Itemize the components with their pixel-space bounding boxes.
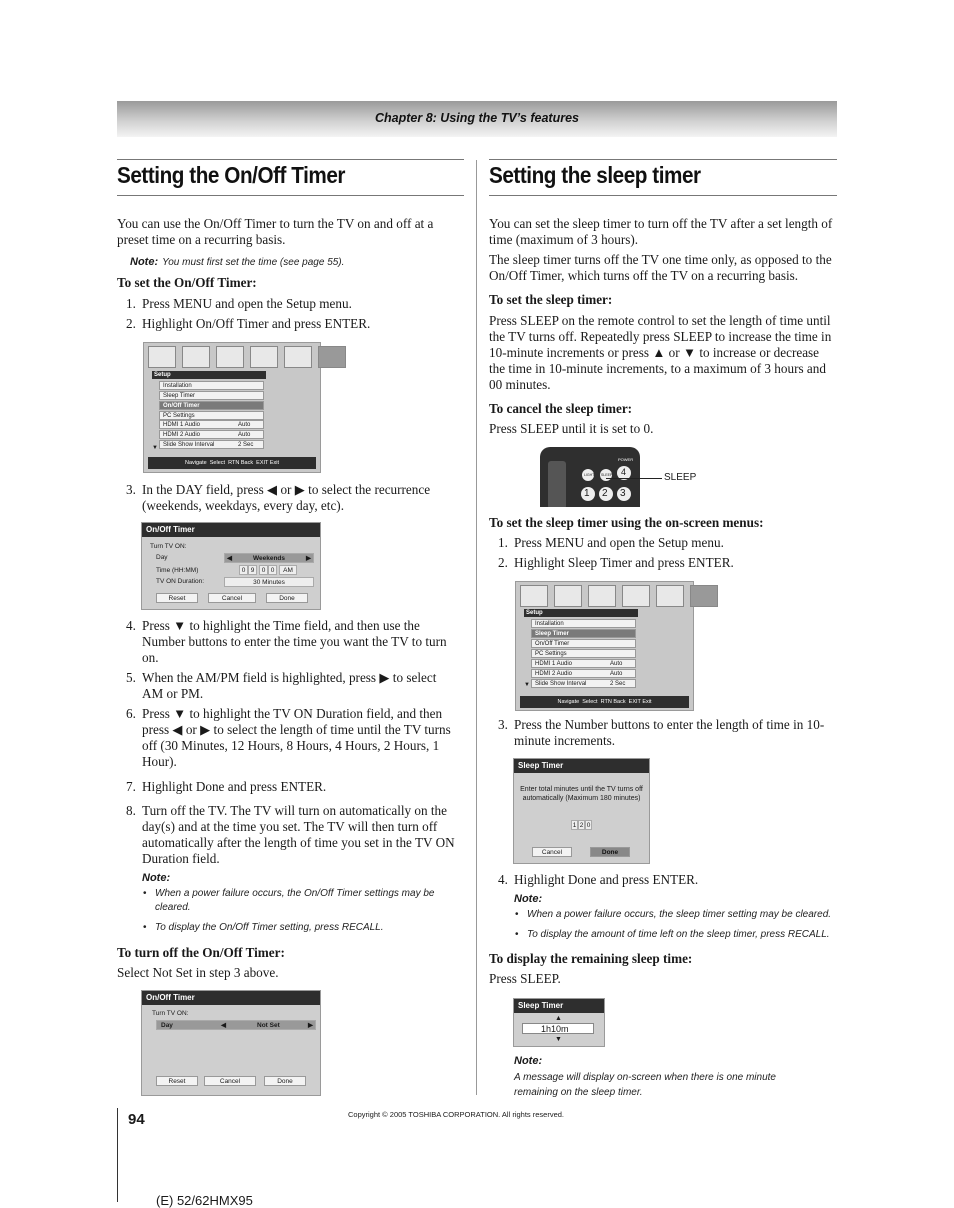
menu-item[interactable]: Sleep Timer [159, 391, 264, 400]
picture-icon [148, 346, 176, 368]
onoff-intro: You can use the On/Off Timer to turn the TV on and off at a preset time on a recurring basis. [117, 216, 434, 247]
note-label: Note: [514, 893, 543, 905]
cancel-button[interactable]: Cancel [532, 847, 572, 857]
note-bullet: • To display the On/Off Timer setting, press RECALL. [155, 921, 445, 935]
sleep-intro-1: You can set the sleep timer to turn off the TV after a set length of time (maximum of 3 hours). [489, 216, 833, 247]
sleep-menus-heading: To set the sleep timer using the on-screen menus: [489, 515, 764, 530]
done-button[interactable]: Done [590, 847, 630, 857]
menu-item[interactable]: PC Settings [531, 649, 636, 658]
sleep-set-heading: To set the sleep timer: [489, 292, 613, 307]
power-label: POWER [618, 457, 634, 462]
remote-number: 4 [621, 467, 627, 477]
remote-number: 3 [620, 488, 626, 499]
sleep-intro-2: The sleep timer turns off the TV one time only, as opposed to the On/Off Timer, which turns off the TV on a recurring basis. [489, 252, 832, 283]
menu-footer: Navigate Select RTN Back EXIT Exit [520, 696, 689, 708]
lock-icon [284, 346, 312, 368]
cancel-button[interactable]: Cancel [208, 593, 256, 603]
remote-number: 1 [584, 488, 590, 499]
sleep-cancel-heading: To cancel the sleep timer: [489, 401, 633, 416]
day-field[interactable]: Day ◀ Not Set ▶ [156, 1020, 316, 1030]
remote-illustration [540, 447, 640, 507]
menu-icon-bar [148, 346, 346, 370]
scroll-down-icon: ▼ [152, 445, 158, 451]
audio-icon [588, 585, 616, 607]
onoff-note [130, 252, 344, 270]
divider [489, 159, 837, 160]
onoff-timer-screen [141, 522, 321, 610]
sleep-remaining-box [513, 998, 605, 1047]
onoff-set-heading: To set the On/Off Timer: [117, 275, 257, 290]
note-label: Note: [142, 872, 171, 884]
up-arrow-icon: ▲ [555, 1014, 562, 1022]
preferences-icon [622, 585, 650, 607]
section-title-onoff: Setting the On/Off Timer [117, 162, 346, 188]
section-title-sleep: Setting the sleep timer [489, 162, 701, 188]
sleep-display-heading: To display the remaining sleep time: [489, 951, 693, 966]
copyright: Copyright © 2005 TOSHIBA CORPORATION. All rights reserved. [348, 1110, 565, 1119]
reset-button[interactable]: Reset [156, 1076, 198, 1086]
menu-item[interactable]: Installation [159, 381, 264, 390]
day-field[interactable]: ◀ Weekends ▶ [224, 553, 314, 563]
note-label: Note: [130, 256, 159, 268]
menu-icon-bar [520, 585, 718, 609]
menu-item[interactable]: PC Settings [159, 411, 264, 420]
page-number: 94 [128, 1111, 145, 1128]
sleep-cancel-text: Press SLEEP until it is set to 0. [489, 421, 654, 436]
chapter-title: Chapter 8: Using the TV’s features [375, 111, 579, 125]
done-button[interactable]: Done [264, 1076, 306, 1086]
setup-menu-screen [143, 342, 321, 473]
picture-icon [520, 585, 548, 607]
sleep-digit[interactable]: 1 [572, 822, 577, 829]
note-bullet: • When a power failure occurs, the On/Off Timer settings may be cleared. [155, 887, 445, 915]
scroll-down-icon: ▼ [524, 682, 530, 688]
chapter-header [117, 101, 837, 137]
setup-tab: Setup [152, 371, 266, 379]
setup-menu-screen [515, 581, 694, 711]
divider [117, 195, 464, 196]
done-button[interactable]: Done [266, 593, 308, 603]
time-digit[interactable]: 0 [239, 565, 248, 575]
turn-off-heading: To turn off the On/Off Timer: [117, 945, 285, 960]
time-digit[interactable]: 0 [268, 565, 277, 575]
sleep-timer-screen [513, 758, 650, 864]
note-bullet: • To display the amount of time left on the sleep timer, press RECALL. [527, 928, 837, 942]
menu-item[interactable]: Slide Show Interval 2 Sec [531, 679, 636, 688]
ampm-field[interactable]: AM [279, 565, 297, 575]
note-label: Note: [514, 1055, 543, 1067]
note-text: You must first set the time (see page 55). [162, 257, 345, 268]
onoff-timer-screen-notset [141, 990, 321, 1096]
setup-icon [318, 346, 346, 368]
menu-item-selected[interactable]: Sleep Timer [531, 629, 636, 638]
reset-button[interactable]: Reset [156, 593, 198, 603]
sleep-set-text: Press SLEEP on the remote control to set the length of time until the TV turns off. Repeatedly press SLEEP to increase the time in 10-minute increments or press ▲ or ▼ to increase or decrease the time in 10-minute increments, to a maximum of 3 hours and 00 minutes. [489, 313, 832, 392]
setup-tab: Setup [524, 609, 638, 617]
sleep-callout: SLEEP [664, 472, 697, 483]
lock-icon [656, 585, 684, 607]
time-digit[interactable]: 9 [248, 565, 257, 575]
screen-title: On/Off Timer [142, 991, 320, 1005]
margin-rule [117, 1108, 118, 1202]
cancel-button[interactable]: Cancel [204, 1076, 256, 1086]
day-label: Day [156, 554, 168, 561]
preferences-icon [250, 346, 278, 368]
divider [117, 159, 464, 160]
menu-item[interactable]: HDMI 2 Audio Auto [531, 669, 636, 678]
menu-item[interactable]: HDMI 1 Audio Auto [159, 420, 264, 429]
divider [489, 195, 837, 196]
menu-item[interactable]: On/Off Timer [531, 639, 636, 648]
audio-icon [216, 346, 244, 368]
down-arrow-icon: ▼ [555, 1035, 562, 1043]
sleep-digit[interactable]: 0 [586, 822, 591, 829]
note-bullet: • When a power failure occurs, the sleep timer setting may be cleared. [527, 908, 837, 922]
sleep-display-text: Press SLEEP. [489, 971, 561, 986]
sleep-message: Enter total minutes until the TV turns off automatically (Maximum 180 minutes) [520, 786, 643, 802]
turn-on-label: Turn TV ON: [152, 1010, 189, 1017]
menu-item-selected[interactable]: On/Off Timer [159, 401, 264, 410]
menu-footer: Navigate Select RTN Back EXIT Exit [148, 457, 316, 469]
video-icon [554, 585, 582, 607]
screen-title: On/Off Timer [142, 523, 320, 537]
time-digit[interactable]: 0 [259, 565, 268, 575]
video-icon [182, 346, 210, 368]
remote-number: 2 [602, 488, 608, 499]
screen-title: Sleep Timer [514, 999, 604, 1013]
menu-item[interactable]: Installation [531, 619, 636, 628]
sleep-remaining-value: 1h10m [522, 1023, 594, 1034]
sleep-key-label: SLEEP [601, 473, 613, 477]
setup-icon [690, 585, 718, 607]
duration-field[interactable]: 30 Minutes [224, 577, 314, 587]
turn-on-label: Turn TV ON: [150, 543, 187, 550]
time-label: Time (HH:MM) [156, 567, 199, 574]
menu-item[interactable]: HDMI 1 Audio Auto [531, 659, 636, 668]
menu-item[interactable]: HDMI 2 Audio Auto [159, 430, 264, 439]
light-label: LIGHT [584, 473, 595, 477]
final-note-text: A message will display on-screen when there is one minute remaining on the sleep timer. [514, 1072, 776, 1098]
screen-title: Sleep Timer [514, 759, 649, 773]
column-divider [476, 160, 477, 1095]
menu-item[interactable]: Slide Show Interval 2 Sec [159, 440, 264, 449]
model-number: (E) 52/62HMX95 [156, 1193, 253, 1208]
sleep-digit[interactable]: 2 [579, 822, 584, 829]
callout-line [606, 478, 662, 479]
duration-label: TV ON Duration: [156, 578, 205, 585]
turn-off-text: Select Not Set in step 3 above. [117, 965, 279, 980]
